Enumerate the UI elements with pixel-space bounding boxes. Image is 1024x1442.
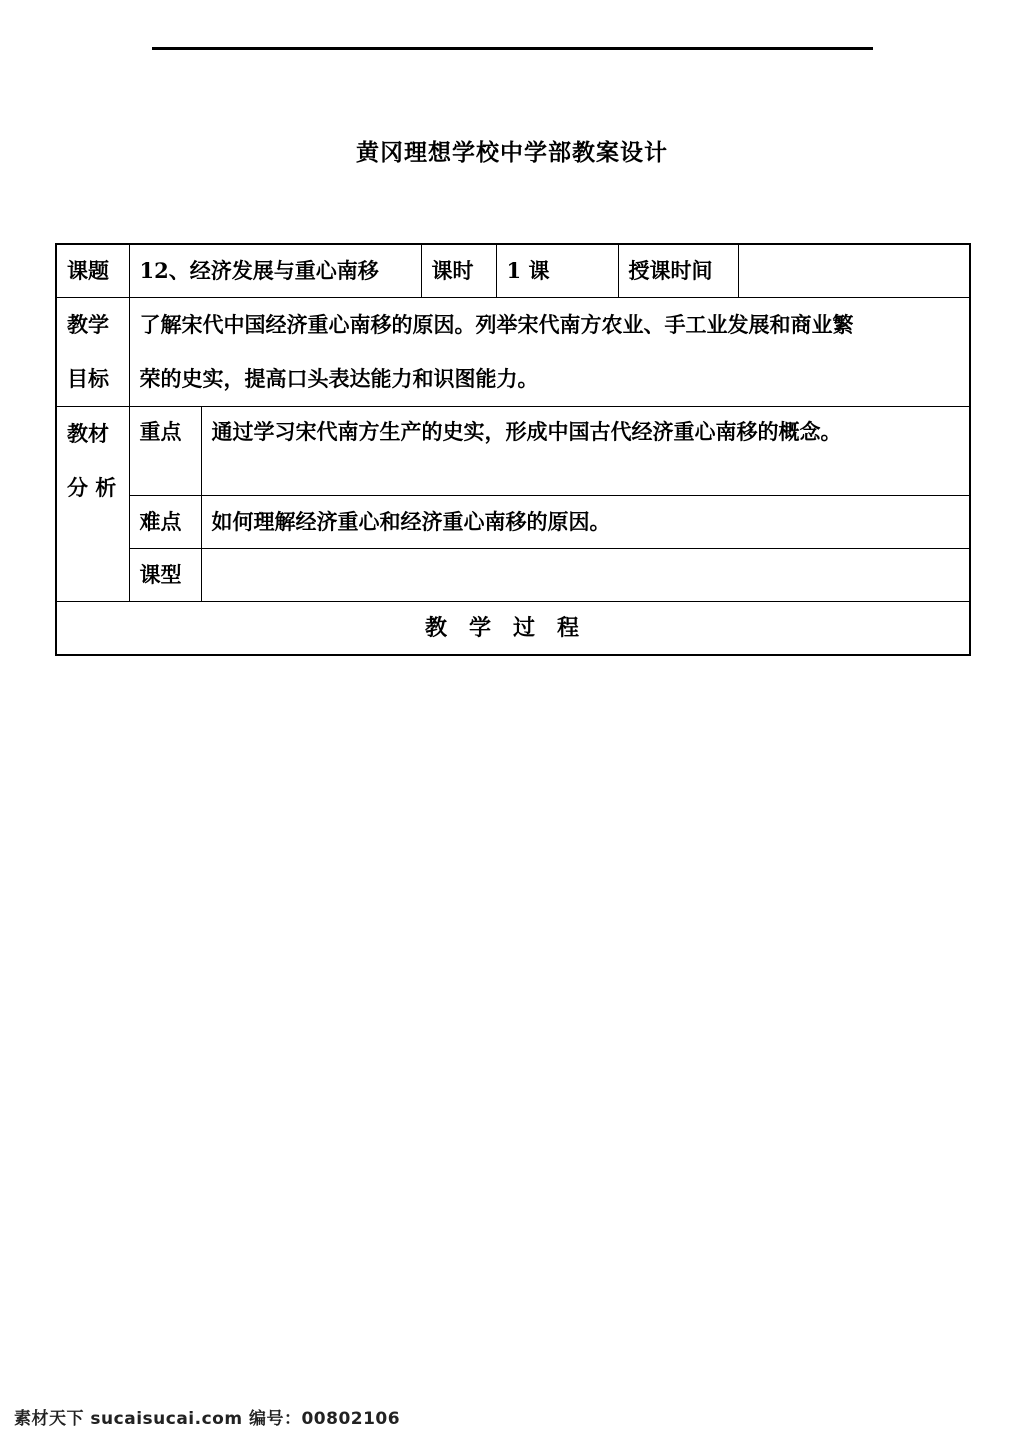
analysis-label-line2: 分 析 [67, 475, 117, 500]
document-title: 黄冈理想学校中学部教案设计 [356, 139, 668, 166]
table-row-header [56, 244, 970, 298]
goal-line1: 了解宋代中国经济重心南移的原因。列举宋代南方农业、手工业发展和商业繁 [139, 312, 854, 337]
topic-value: 12、经济发展与重心南移 [129, 244, 421, 298]
table-row-difficulty [56, 496, 970, 549]
time-value [738, 244, 970, 298]
process-label: 教学过程 [425, 614, 602, 641]
lesson-plan-table [55, 243, 971, 656]
type-label: 课型 [129, 549, 201, 602]
watermark-text: 素材天下 sucaisucai.com 编号：00802106 [14, 1409, 401, 1429]
topic-label: 课题 [56, 244, 129, 298]
table-row-type [56, 549, 970, 602]
table-row-goal [56, 298, 970, 407]
period-value: 1 课 [496, 244, 618, 298]
goal-text [129, 298, 970, 407]
goal-line2: 荣的史实，提高口头表达能力和识图能力。 [139, 366, 539, 391]
goal-label-line1: 教学 [67, 312, 109, 337]
table-row-key [56, 407, 970, 496]
period-label: 课时 [421, 244, 496, 298]
difficulty-label: 难点 [129, 496, 201, 549]
key-value: 通过学习宋代南方生产的史实，形成中国古代经济重心南移的概念。 [201, 407, 970, 496]
goal-label [56, 298, 129, 407]
process-heading [56, 602, 970, 656]
difficulty-value: 如何理解经济重心和经济重心南移的原因。 [201, 496, 970, 549]
goal-label-line2: 目标 [67, 366, 109, 391]
analysis-label [56, 407, 129, 602]
key-label: 重点 [129, 407, 201, 496]
table-row-process [56, 602, 970, 656]
analysis-label-line1: 教材 [67, 421, 109, 446]
time-label: 授课时间 [618, 244, 738, 298]
header-rule [152, 47, 873, 50]
type-value [201, 549, 970, 602]
